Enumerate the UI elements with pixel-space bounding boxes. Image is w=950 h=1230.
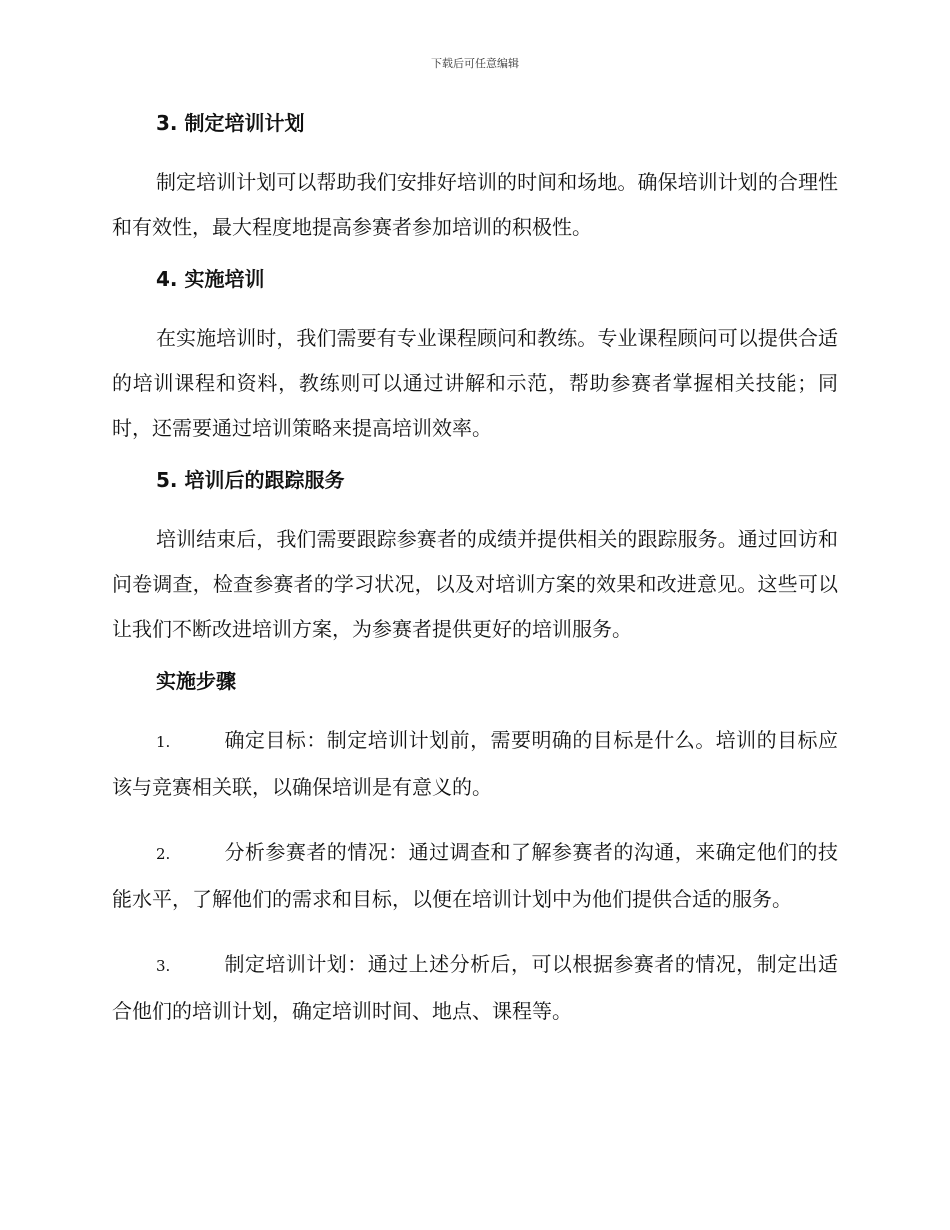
step-text: 制定培训计划：通过上述分析后，可以根据参赛者的情况，制定出适合他们的培训计划，确定培训时间、地点、课程等。 <box>112 952 838 1023</box>
step-number: 3. <box>156 957 171 975</box>
section-paragraph-5: 培训结束后，我们需要跟踪参赛者的成绩并提供相关的跟踪服务。通过回访和问卷调查，检查参赛者的学习状况，以及对培训方案的效果和改进意见。这些可以让我们不断改进培训方案，为参赛者提供更好的培训服务。 <box>112 527 838 641</box>
steps-heading: 实施步骤 <box>156 669 236 693</box>
page-header: 下载后可任意编辑 <box>431 57 519 70</box>
step-number: 1. <box>156 733 171 751</box>
section-paragraph-3: 制定培训计划可以帮助我们安排好培训的时间和场地。确保培训计划的合理性和有效性，最大程度地提高参赛者参加培训的积极性。 <box>112 170 838 239</box>
step-text: 确定目标：制定培训计划前，需要明确的目标是什么。培训的目标应该与竞赛相关联，以确保培训是有意义的。 <box>112 728 838 799</box>
step-text: 分析参赛者的情况：通过调查和了解参赛者的沟通，来确定他们的技能水平，了解他们的需求和目标，以便在培训计划中为他们提供合适的服务。 <box>112 840 838 911</box>
section-heading-5: 5. 培训后的跟踪服务 <box>156 468 345 492</box>
section-heading-3: 3. 制定培训计划 <box>156 111 305 135</box>
step-item-2 <box>112 830 838 922</box>
section-heading-4: 4. 实施培训 <box>156 267 265 291</box>
step-item-3 <box>112 942 838 1034</box>
section-paragraph-4: 在实施培训时，我们需要有专业课程顾问和教练。专业课程顾问可以提供合适的培训课程和资料，教练则可以通过讲解和示范，帮助参赛者掌握相关技能；同时，还需要通过培训策略来提高培训效率。 <box>112 326 838 440</box>
step-number: 2. <box>156 845 171 863</box>
step-item-1 <box>112 718 838 810</box>
document-body <box>112 108 838 1054</box>
